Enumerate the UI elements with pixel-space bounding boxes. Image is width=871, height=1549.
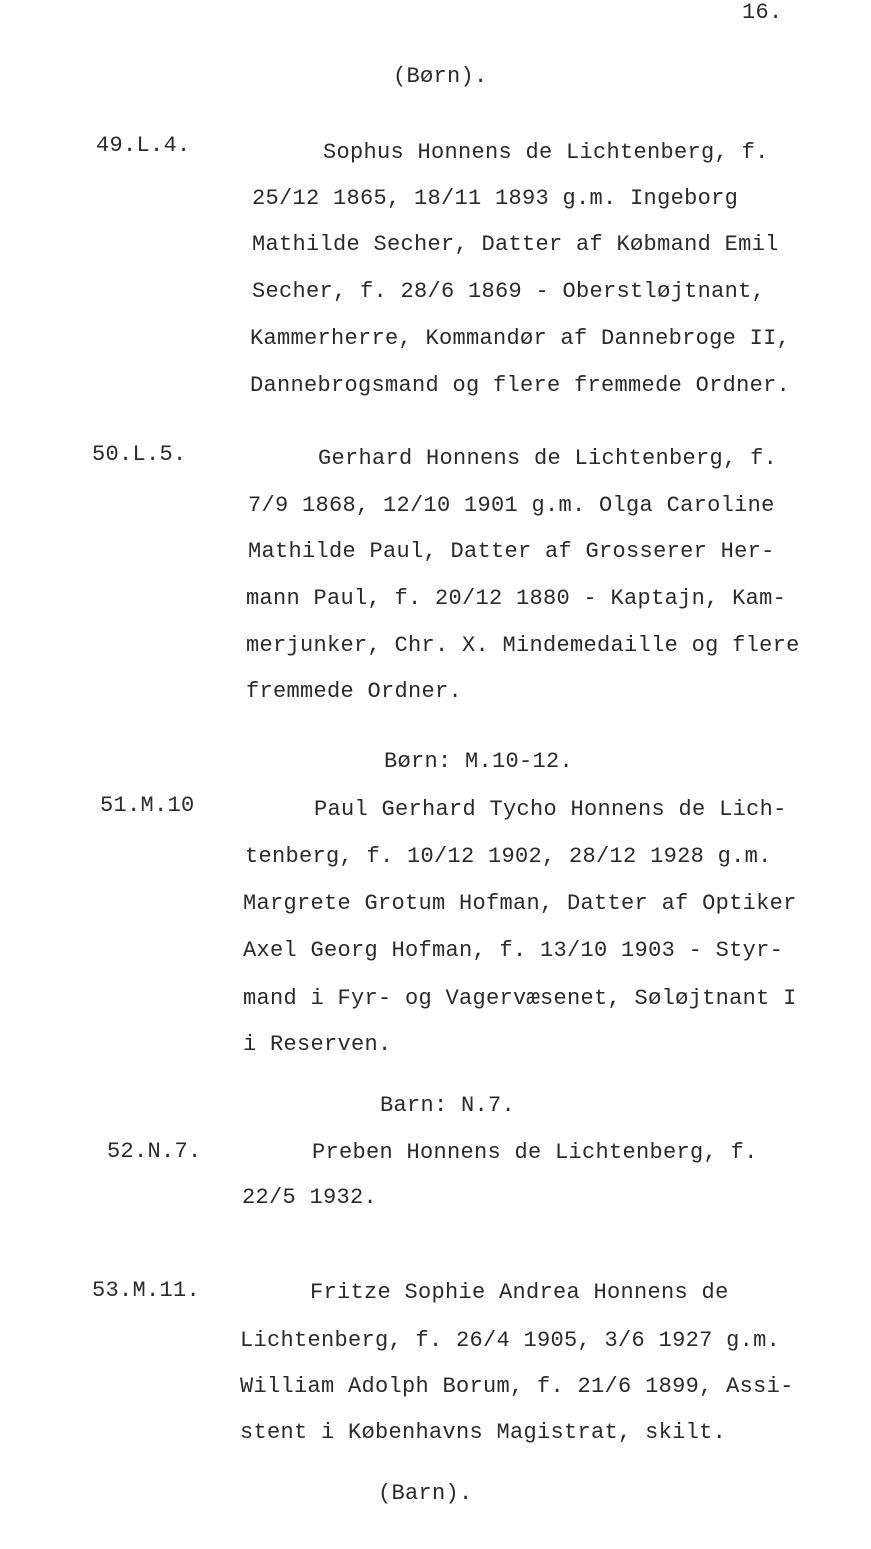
children-heading: Barn: N.7. bbox=[380, 1093, 516, 1118]
entry-line: 25/12 1865, 18/11 1893 g.m. Ingeborg bbox=[252, 186, 739, 211]
entry-line: Lichtenberg, f. 26/4 1905, 3/6 1927 g.m. bbox=[240, 1328, 781, 1353]
entry-number: 52.N.7. bbox=[107, 1139, 202, 1164]
entry-line: Gerhard Honnens de Lichtenberg, f. bbox=[318, 446, 778, 471]
entry-line: Mathilde Paul, Datter af Grosserer Her- bbox=[248, 539, 775, 564]
entry-number: 53.M.11. bbox=[92, 1278, 201, 1303]
entry-line: Secher, f. 28/6 1869 - Oberstløjtnant, bbox=[252, 279, 766, 304]
entry-line: merjunker, Chr. X. Mindemedaille og flere bbox=[246, 633, 800, 658]
entry-line: William Adolph Borum, f. 21/6 1899, Assi- bbox=[240, 1374, 794, 1399]
entry-line: tenberg, f. 10/12 1902, 28/12 1928 g.m. bbox=[245, 844, 772, 869]
entry-line: Kammerherre, Kommandør af Dannebroge II, bbox=[250, 326, 791, 351]
entry-line: mann Paul, f. 20/12 1880 - Kaptajn, Kam- bbox=[246, 586, 787, 611]
entry-line: Mathilde Secher, Datter af Købmand Emil bbox=[252, 232, 779, 257]
entry-line: i Reserven. bbox=[243, 1032, 392, 1057]
entry-line: Paul Gerhard Tycho Honnens de Lich- bbox=[314, 797, 787, 822]
entry-line: fremmede Ordner. bbox=[246, 679, 463, 704]
page-number: 16. bbox=[742, 0, 783, 25]
entry-line: Dannebrogsmand og flere fremmede Ordner. bbox=[250, 373, 791, 398]
entry-number: 49.L.4. bbox=[96, 133, 191, 158]
entry-line: Axel Georg Hofman, f. 13/10 1903 - Styr- bbox=[243, 938, 784, 963]
entry-line: Preben Honnens de Lichtenberg, f. bbox=[312, 1140, 758, 1165]
entry-line: Sophus Honnens de Lichtenberg, f. bbox=[323, 140, 769, 165]
entry-line: mand i Fyr- og Vagervæsenet, Søløjtnant I bbox=[243, 986, 797, 1011]
section-heading: (Børn). bbox=[393, 64, 488, 89]
entry-number: 51.M.10 bbox=[100, 793, 195, 818]
children-heading: (Barn). bbox=[378, 1481, 473, 1506]
entry-number: 50.L.5. bbox=[92, 442, 187, 467]
entry-line: stent i Københavns Magistrat, skilt. bbox=[240, 1420, 727, 1445]
entry-line: 22/5 1932. bbox=[242, 1185, 378, 1210]
children-heading: Børn: M.10-12. bbox=[384, 749, 574, 774]
entry-line: 7/9 1868, 12/10 1901 g.m. Olga Caroline bbox=[248, 493, 775, 518]
entry-line: Fritze Sophie Andrea Honnens de bbox=[310, 1280, 729, 1305]
entry-line: Margrete Grotum Hofman, Datter af Optiker bbox=[243, 891, 797, 916]
